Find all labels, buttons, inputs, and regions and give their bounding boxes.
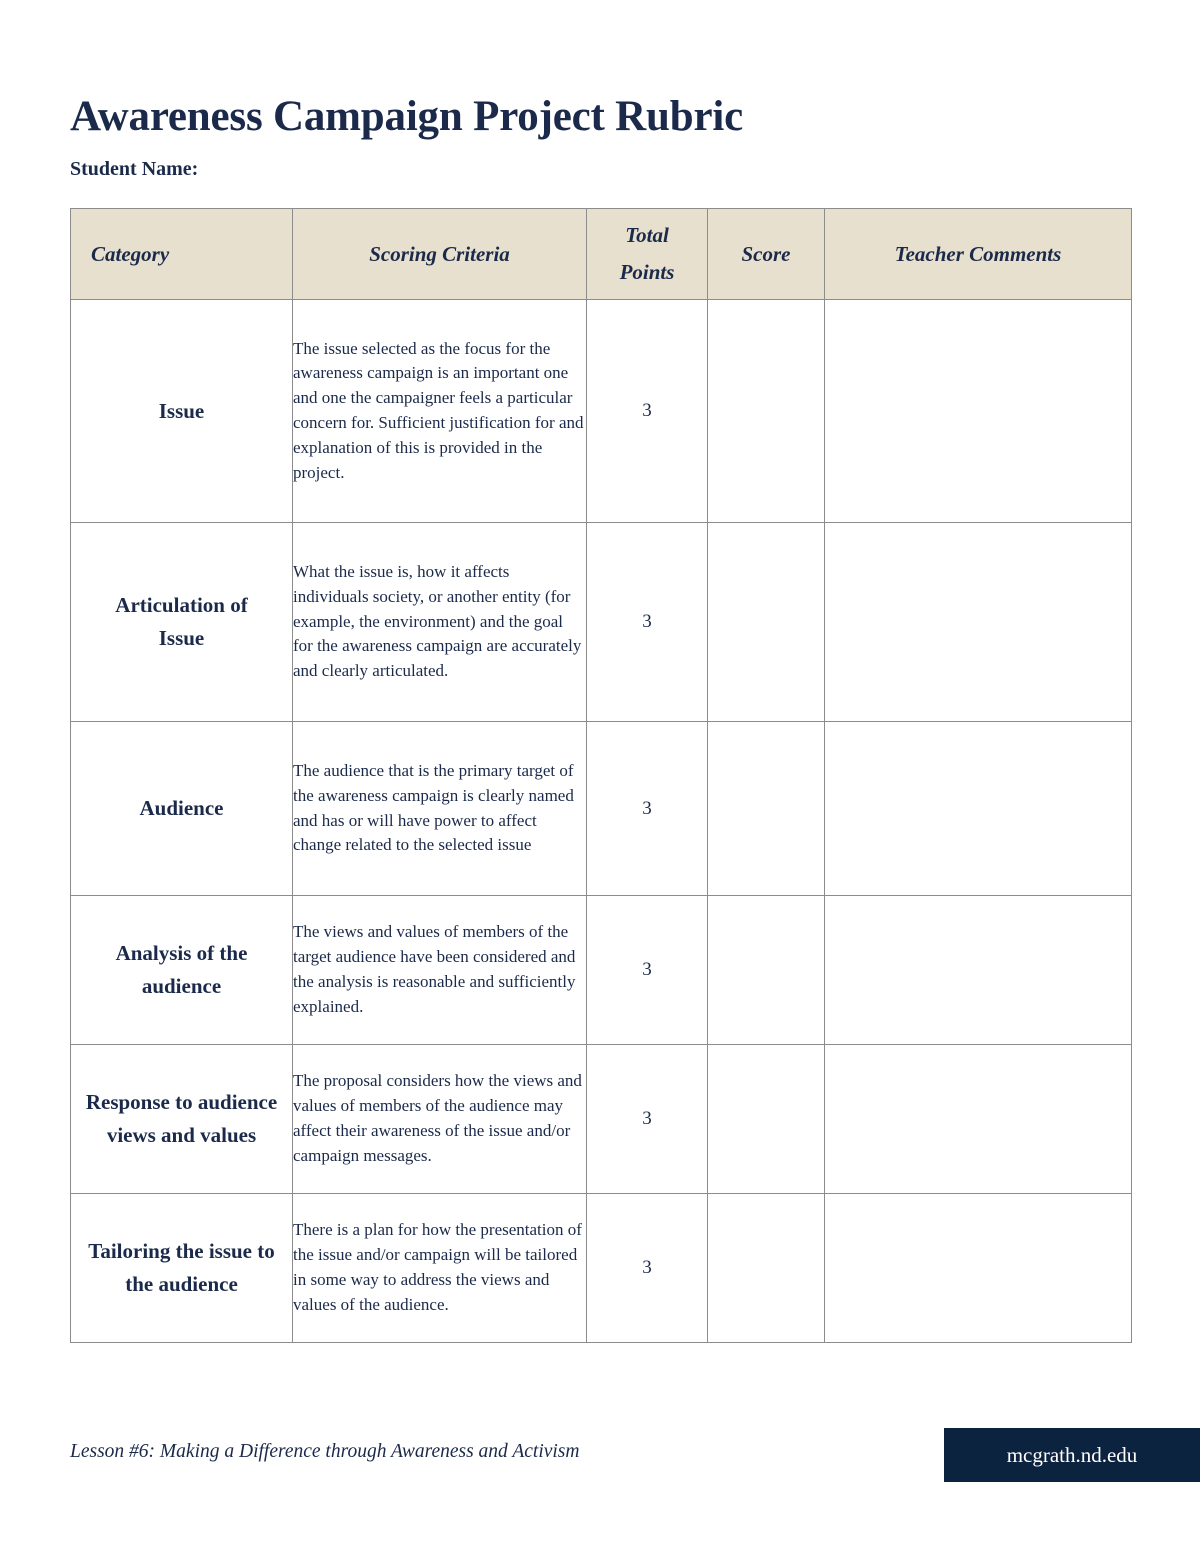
table-row — [71, 300, 1132, 523]
row-score-cell[interactable] — [708, 523, 825, 722]
header-category: Category — [71, 209, 293, 300]
row-criteria: There is a plan for how the presentation of the issue and/or campaign will be tailored in some way to address the views and values of the audience. — [293, 1194, 587, 1343]
row-total-points: 3 — [587, 1194, 708, 1343]
row-score-cell[interactable] — [708, 1194, 825, 1343]
row-total-points: 3 — [587, 722, 708, 896]
row-criteria: The audience that is the primary target of the awareness campaign is clearly named and has or will have power to affect change related to the selected issue — [293, 722, 587, 896]
header-row — [71, 209, 1132, 300]
row-score-cell[interactable] — [708, 722, 825, 896]
row-comments-cell[interactable] — [825, 523, 1132, 722]
table-row — [71, 1045, 1132, 1194]
header-score: Score — [708, 209, 825, 300]
row-comments-cell[interactable] — [825, 1045, 1132, 1194]
footer-site-badge[interactable] — [944, 1428, 1200, 1482]
row-score-cell[interactable] — [708, 1045, 825, 1194]
table-row — [71, 896, 1132, 1045]
row-category: Tailoring the issue to the audience — [71, 1194, 293, 1343]
footer-site-link[interactable]: mcgrath.nd.edu — [1006, 1442, 1138, 1467]
row-criteria: The views and values of members of the target audience have been considered and the analysis is reasonable and sufficiently explained. — [293, 896, 587, 1045]
row-comments-cell[interactable] — [825, 1194, 1132, 1343]
row-comments-cell[interactable] — [825, 722, 1132, 896]
row-category: Audience — [71, 722, 293, 896]
row-criteria: The issue selected as the focus for the awareness campaign is an important one and one the campaigner feels a particular concern for. Sufficient justification for and explanation of this is provided in the project. — [293, 300, 587, 523]
header-scoring-criteria: Scoring Criteria — [293, 209, 587, 300]
header-teacher-comments: Teacher Comments — [825, 209, 1132, 300]
row-total-points: 3 — [587, 1045, 708, 1194]
row-comments-cell[interactable] — [825, 300, 1132, 523]
row-category: Response to audience views and values — [71, 1045, 293, 1194]
row-total-points: 3 — [587, 300, 708, 523]
row-total-points: 3 — [587, 523, 708, 722]
rubric-table — [70, 208, 1132, 1343]
row-category: Analysis of the audience — [71, 896, 293, 1045]
header-total-points-line2: Points — [619, 260, 675, 284]
table-row — [71, 1194, 1132, 1343]
row-score-cell[interactable] — [708, 300, 825, 523]
table-row — [71, 722, 1132, 896]
table-row — [71, 523, 1132, 722]
student-name-label: Student Name: — [70, 158, 199, 180]
row-category: Articulation of Issue — [71, 523, 293, 722]
row-total-points: 3 — [587, 896, 708, 1045]
header-total-points-line1: Total — [625, 223, 669, 247]
page-title: Awareness Campaign Project Rubric — [70, 93, 743, 140]
row-criteria: What the issue is, how it affects individuals society, or another entity (for example, the environment) and the goal for the awareness campaign are accurately and clearly articulated. — [293, 523, 587, 722]
row-category: Issue — [71, 300, 293, 523]
row-score-cell[interactable] — [708, 896, 825, 1045]
footer-lesson-title: Lesson #6: Making a Difference through Awareness and Activism — [70, 1441, 580, 1462]
header-total-points — [587, 209, 708, 300]
row-criteria: The proposal considers how the views and values of members of the audience may affect their awareness of the issue and/or campaign messages. — [293, 1045, 587, 1194]
row-comments-cell[interactable] — [825, 896, 1132, 1045]
